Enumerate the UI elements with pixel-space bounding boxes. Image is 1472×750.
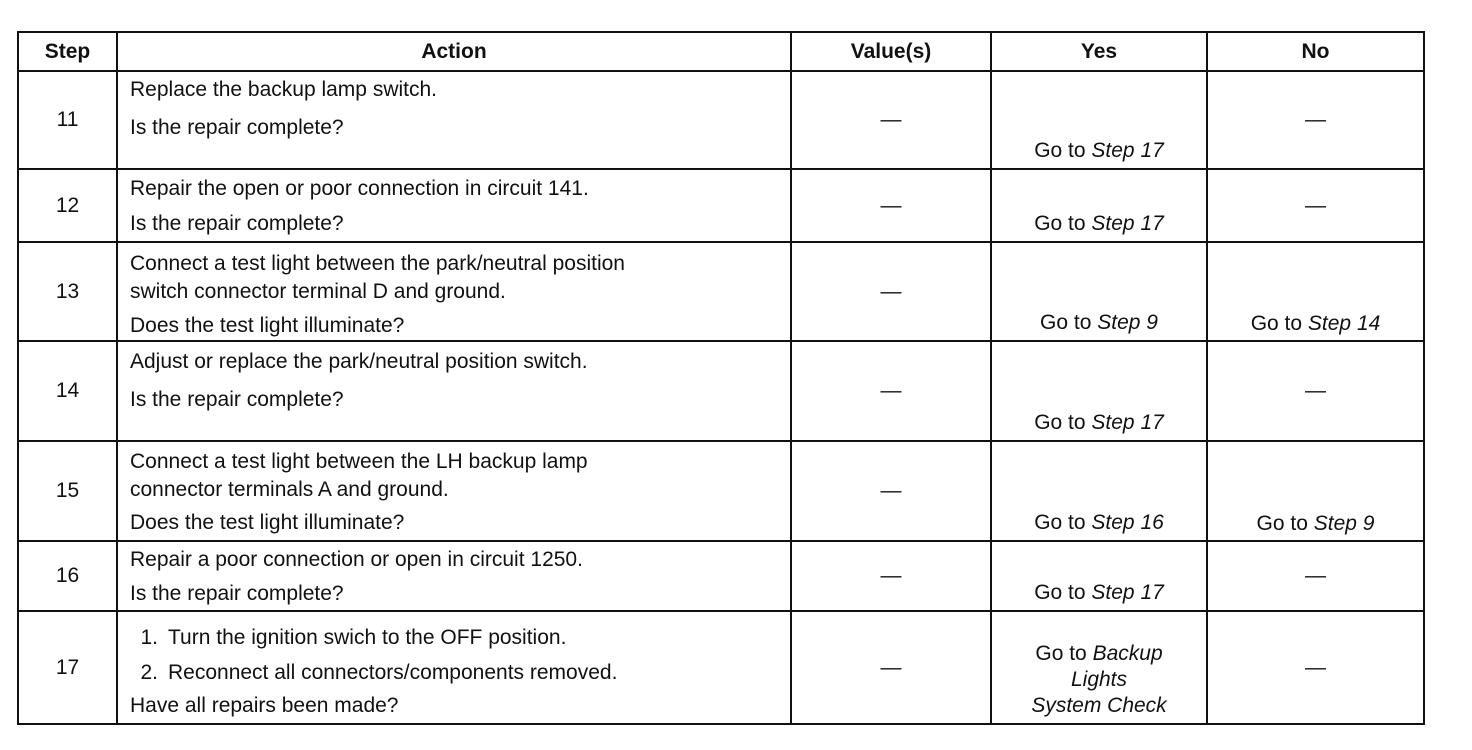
yes-target-link[interactable]: System Check	[1031, 694, 1167, 717]
action-text: switch connector terminal D and ground.	[130, 280, 506, 303]
value-cell: —	[791, 242, 991, 341]
table-header-row	[18, 32, 1424, 71]
header-yes: Yes	[991, 32, 1207, 71]
yes-target-link[interactable]: Lights	[1070, 668, 1128, 691]
no-target-link[interactable]: Step 9	[1313, 512, 1375, 535]
no-cell: —	[1207, 71, 1424, 169]
action-cell	[117, 541, 791, 611]
table-row	[18, 541, 1424, 611]
action-list-text: Turn the ignition swich to the OFF position.	[168, 626, 567, 649]
table-row	[18, 341, 1424, 441]
action-list-number: 1.	[140, 626, 158, 649]
action-text: Adjust or replace the park/neutral position switch.	[130, 350, 588, 373]
value-cell: —	[791, 441, 991, 541]
header-no: No	[1207, 32, 1424, 71]
no-cell: —	[1207, 341, 1424, 441]
action-text: Repair the open or poor connection in circuit 141.	[130, 177, 589, 200]
action-question: Does the test light illuminate?	[130, 511, 405, 534]
value-cell: —	[791, 169, 991, 242]
no-cell: —	[1207, 541, 1424, 611]
no-cell: —	[1207, 169, 1424, 242]
step-number: 11	[18, 71, 117, 169]
yes-cell	[991, 441, 1207, 541]
yes-cell	[991, 541, 1207, 611]
table-row	[18, 169, 1424, 242]
no-cell: —	[1207, 611, 1424, 724]
action-list-number: 2.	[140, 661, 158, 684]
yes-target-link[interactable]: Step 17	[1091, 139, 1164, 162]
no-prefix: Go to	[1250, 312, 1303, 335]
action-question: Is the repair complete?	[130, 212, 344, 235]
yes-cell	[991, 341, 1207, 441]
step-number: 12	[18, 169, 117, 242]
yes-target-link[interactable]: Step 9	[1097, 311, 1158, 334]
header-action: Action	[117, 32, 791, 71]
action-cell	[117, 341, 791, 441]
header-step: Step	[18, 32, 117, 71]
yes-cell	[991, 71, 1207, 169]
action-text: Repair a poor connection or open in circuit 1250.	[130, 548, 583, 571]
step-number: 13	[18, 242, 117, 341]
action-question: Is the repair complete?	[130, 116, 344, 139]
action-question: Is the repair complete?	[130, 388, 344, 411]
step-number: 15	[18, 441, 117, 541]
action-cell	[117, 611, 791, 724]
yes-prefix: Go to	[1034, 212, 1086, 235]
value-cell: —	[791, 341, 991, 441]
yes-prefix: Go to	[1034, 139, 1086, 162]
action-text: connector terminals A and ground.	[130, 478, 449, 501]
yes-prefix: Go to	[1034, 411, 1086, 434]
action-cell	[117, 169, 791, 242]
value-cell: —	[791, 71, 991, 169]
yes-target-link[interactable]: Backup	[1092, 642, 1163, 665]
yes-cell	[991, 169, 1207, 242]
table-row	[18, 611, 1424, 724]
action-cell	[117, 71, 791, 169]
yes-target-link[interactable]: Step 17	[1091, 581, 1164, 604]
table-row	[18, 71, 1424, 169]
no-prefix: Go to	[1256, 512, 1308, 535]
yes-target-link[interactable]: Step 17	[1091, 212, 1164, 235]
action-text: Connect a test light between the park/neutral position	[130, 252, 625, 275]
value-cell: —	[791, 611, 991, 724]
no-target-link[interactable]: Step 14	[1307, 312, 1381, 335]
action-question: Is the repair complete?	[130, 582, 344, 605]
action-list-text: Reconnect all connectors/components removed.	[168, 661, 618, 684]
yes-prefix: Go to	[1040, 311, 1092, 334]
action-cell	[117, 441, 791, 541]
yes-target-link[interactable]: Step 16	[1091, 511, 1164, 534]
action-question: Does the test light illuminate?	[130, 314, 405, 337]
yes-cell	[991, 611, 1207, 724]
yes-prefix: Go to	[1035, 642, 1087, 665]
table-row	[18, 441, 1424, 541]
step-number: 14	[18, 341, 117, 441]
no-cell	[1207, 242, 1424, 341]
action-question: Have all repairs been made?	[130, 694, 399, 717]
action-text: Connect a test light between the LH backup lamp	[130, 450, 588, 473]
action-text: Replace the backup lamp switch.	[130, 78, 437, 101]
action-cell	[117, 242, 791, 341]
yes-cell	[991, 242, 1207, 341]
yes-target-link[interactable]: Step 17	[1091, 411, 1164, 434]
value-cell: —	[791, 541, 991, 611]
step-number: 17	[18, 611, 117, 724]
yes-prefix: Go to	[1034, 581, 1086, 604]
step-number: 16	[18, 541, 117, 611]
diagnostic-table	[17, 31, 1425, 725]
table-row	[18, 242, 1424, 341]
yes-prefix: Go to	[1034, 511, 1086, 534]
header-values: Value(s)	[791, 32, 991, 71]
no-cell	[1207, 441, 1424, 541]
